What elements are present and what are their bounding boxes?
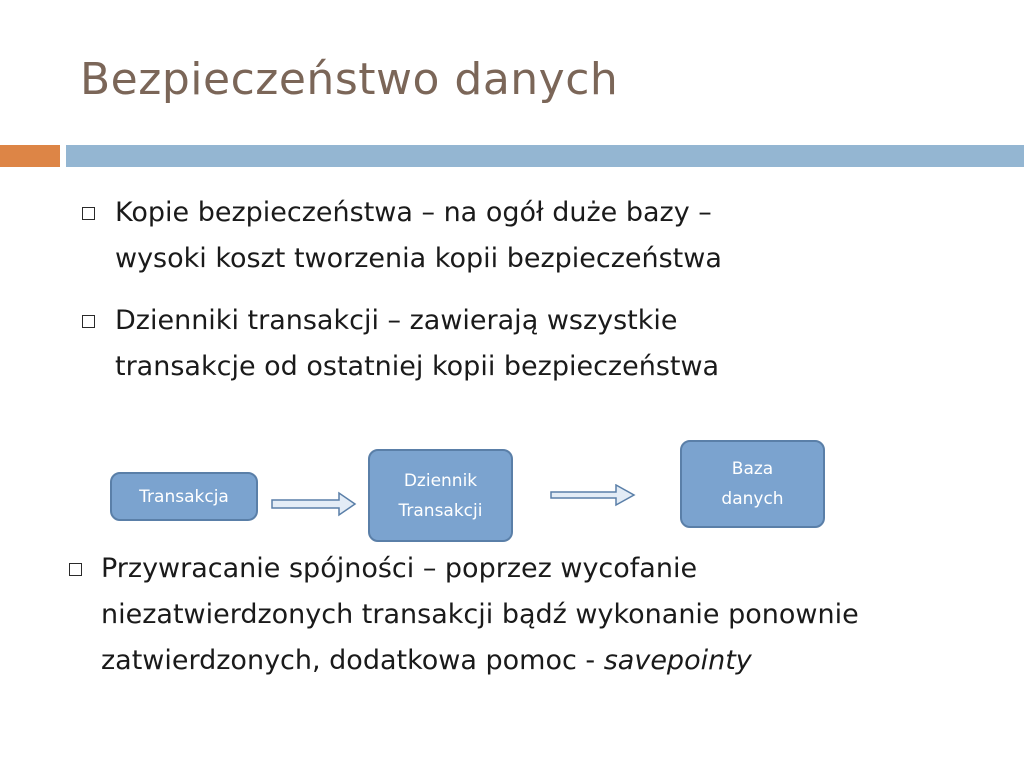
diagram-box-transaction	[110, 472, 258, 521]
accent-bar-orange	[0, 145, 60, 167]
diagram-box-label: Transakcja	[139, 486, 229, 507]
bullet-item-backups	[115, 190, 995, 282]
diagram-box-label: danych	[721, 489, 784, 509]
diagram-box-label: Baza	[731, 459, 774, 479]
bullet-line: Przywracanie spójności – poprzez wycofanie	[101, 553, 698, 584]
bullet-item-logs	[115, 298, 995, 390]
bullet-item-recovery	[101, 546, 1001, 684]
bullet-line: wysoki koszt tworzenia kopii bezpieczeństwa	[115, 243, 722, 274]
accent-bar-blue	[66, 145, 1024, 167]
bullet-line: Dzienniki transakcji – zawierają wszystkie	[115, 305, 678, 336]
diagram-box-database	[680, 440, 825, 528]
slide-title: Bezpieczeństwo danych	[80, 54, 619, 105]
bullet-line: Kopie bezpieczeństwa – na ogół duże bazy –	[115, 197, 712, 228]
arrow-right-icon	[271, 491, 357, 517]
bullet-line	[101, 638, 1001, 684]
bullet-line: niezatwierdzonych transakcji bądź wykonanie ponownie	[101, 599, 859, 630]
square-bullet-icon	[82, 207, 95, 220]
arrow-right-icon	[550, 484, 636, 510]
bullet-line: transakcje od ostatniej kopii bezpieczeństwa	[115, 351, 720, 382]
diagram-box-label: Transakcji	[398, 500, 483, 521]
square-bullet-icon	[82, 315, 95, 328]
square-bullet-icon	[69, 563, 82, 576]
bullet-text: zatwierdzonych, dodatkowa pomoc -	[101, 645, 604, 676]
diagram-box-log	[368, 449, 513, 542]
bullet-text-italic: savepointy	[603, 645, 752, 676]
diagram-box-label: Dziennik	[403, 470, 478, 491]
